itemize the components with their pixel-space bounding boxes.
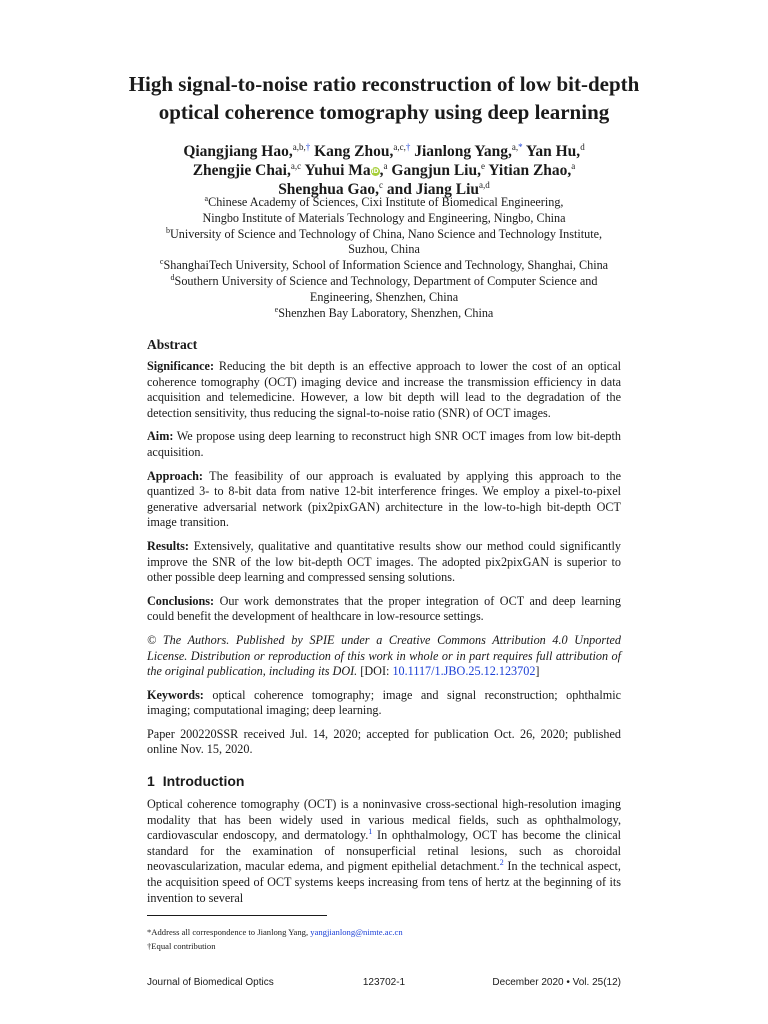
results-label: Results: [147, 538, 189, 553]
approach-paragraph [147, 469, 621, 531]
keywords-text: optical coherence tomography; image and signal reconstruction; ophthalmic imaging; computational imaging; deep learning. [147, 687, 621, 718]
author-affil-sup: a, [511, 142, 519, 152]
conclusions-text: Our work demonstrates that the proper integration of OCT and deep learning could benefit the development of healthcare in low-resource settings. [147, 593, 621, 624]
paper-history: Paper 200220SSR received Jul. 14, 2020; accepted for publication Oct. 26, 2020; published online Nov. 15, 2020. [147, 726, 621, 757]
correspondence-footnote: *Address all correspondence to Jianlong Yang, yangjianlong@nimte.ac.cn [147, 927, 403, 937]
footnote-rule [147, 915, 327, 916]
title-line-1: High signal-to-noise ratio reconstruction of low bit-depth [128, 72, 640, 96]
affiliation-d-cont: Engineering, Shenzhen, China [309, 289, 459, 304]
results-text: Extensively, qualitative and quantitative results show our method could significantly improve the SNR of the low bit-depth OCT images. The adopted pix2pixGAN is superior to other possible deep learning and compressed sensing solutions. [147, 538, 621, 585]
abstract-body [147, 359, 621, 766]
paper-title [100, 70, 668, 126]
affiliation-c: $^c$ShanghaiTech University, School of Information Science and Technology, Shanghai, China [159, 257, 609, 273]
author-name: Zhengjie Chai, [192, 162, 291, 179]
author-affil-sup: a [383, 161, 388, 171]
author-name: Yuhui Ma [304, 162, 371, 179]
corresponding-author-mark[interactable]: * [518, 142, 523, 152]
introduction-heading [147, 773, 621, 789]
affiliation-a-cont: Ningbo Institute of Materials Technology and Engineering, Ningbo, China [202, 210, 566, 225]
affiliation-d: $^d$Southern University of Science and Technology, Department of Computer Science and [170, 272, 598, 288]
approach-text: The feasibility of our approach is evaluated by applying this approach to the quantized 3- to 8-bit data from native 12-bit interference fringes. We employ a pixel-to-pixel generative adversarial network (pix2pixGAN) architecture in the low-to-high bit-depth OCT image transition. [147, 468, 621, 530]
affiliation-b-cont: Suzhou, China [348, 242, 420, 257]
approach-label: Approach: [147, 468, 203, 483]
citation-ref-1[interactable]: 1 [368, 827, 373, 837]
copyright-text: © The Authors. Published by SPIE under a Creative Commons Attribution 4.0 Unported License. Distribution or reproduction of this work in whole or in part requires full attribution of the original publication, including its DOI. [147, 632, 621, 679]
author-name: and Jiang Liu [386, 181, 480, 198]
author-affil-sup: a [571, 161, 576, 171]
author-affil-sup: a,d [479, 180, 490, 190]
results-paragraph [147, 539, 621, 586]
conclusions-paragraph [147, 594, 621, 625]
section-title: Introduction [162, 773, 245, 789]
author-affil-sup: c [378, 180, 383, 190]
keywords-label: Keywords: [147, 687, 204, 702]
doi-link[interactable]: 10.1117/1.JBO.25.12.123702 [392, 664, 536, 679]
author-name: Kang Zhou, [314, 143, 394, 160]
author-list [110, 142, 658, 199]
significance-text: Reducing the bit depth is an effective approach to lower the cost of an optical coherence tomography (OCT) imaging device and increase the transmission efficiency in data acquisition and telemedicine. However, a low bit depth will lead to the degradation of the detection sensitivity, thus reducing the signal-to-noise ratio (SNR) of OCT images. [147, 359, 621, 420]
author-affil-sup: a,c, [393, 142, 406, 152]
affiliation-a: $^a$Chinese Academy of Sciences, Cixi Institute of Biomedical Engineering, [204, 194, 564, 209]
equal-contribution-mark[interactable]: † [405, 142, 411, 152]
author-name: Qiangjiang Hao, [183, 143, 293, 160]
author-name: Jianlong Yang, [414, 143, 512, 160]
author-name: Yitian Zhao, [488, 162, 572, 179]
orcid-icon[interactable]: iD [371, 168, 379, 175]
abstract-heading: Abstract [147, 337, 198, 352]
aim-paragraph [147, 429, 621, 460]
equal-contribution-footnote: †Equal contribution [147, 941, 216, 951]
keywords-paragraph [147, 688, 621, 719]
affiliation-e: $^e$Shenzhen Bay Laboratory, Shenzhen, China [274, 304, 494, 320]
footnotes [147, 925, 621, 953]
section-number: 1 [147, 773, 155, 789]
copyright-notice: © The Authors. Published by SPIE under a Creative Commons Attribution 4.0 Unported License. Distribution or reproduction of this work in whole or in part requires full attribution of the original publication, including its DOI. [DOI: 10.1117/1.JBO.25.12.123702] [147, 632, 621, 679]
affiliation-b: $^b$University of Science and Technology of China, Nano Science and Technology Institute, [165, 225, 603, 241]
author-affil-sup: d [580, 142, 585, 152]
page-footer [147, 977, 621, 991]
author-affil-sup: a,c [290, 161, 302, 171]
author-name: Shenghua Gao, [278, 181, 379, 198]
author-name-comma: , [379, 162, 384, 179]
issue-date: December 2020 • Vol. 25(12) [492, 977, 621, 988]
significance-label: Significance: [147, 359, 215, 373]
author-name: Gangjun Liu, [391, 162, 481, 179]
author-affil-sup: e [481, 161, 485, 171]
aim-label: Aim: [147, 429, 174, 444]
correspondence-email-link[interactable]: yangjianlong@nimte.ac.cn [310, 927, 403, 937]
conclusions-label: Conclusions: [147, 593, 215, 608]
aim-text: We propose using deep learning to reconstruct high SNR OCT images from low bit-depth acquisition. [147, 429, 621, 459]
affiliations [110, 195, 658, 321]
equal-contribution-mark[interactable]: † [305, 142, 311, 152]
author-affil-sup: a,b, [292, 142, 306, 152]
introduction-body [147, 797, 621, 906]
page-number: 123702-1 [362, 977, 406, 988]
citation-ref-2[interactable]: 2 [499, 858, 504, 868]
introduction-paragraph: Optical coherence tomography (OCT) is a noninvasive cross-sectional high-resolution imaging modality that has been widely used in various medical fields, such as ophthalmology, cardiovascular endoscopy, and dermatology.$^1$ In ophthalmology, OCT has become the clinical standard for the examination of nonsuperficial retinal lesions, such as choroidal neovascularization, macular edema, and pigment epithelial detachment.$^2$ In the technical aspect, the acquisition speed of OCT systems keeps increasing from tens of hertz at the beginning of its invention to several [147, 797, 621, 905]
title-line-2: optical coherence tomography using deep learning [158, 100, 610, 124]
author-name: Yan Hu, [525, 143, 581, 160]
journal-name: Journal of Biomedical Optics [147, 977, 274, 988]
significance-paragraph [147, 359, 621, 421]
